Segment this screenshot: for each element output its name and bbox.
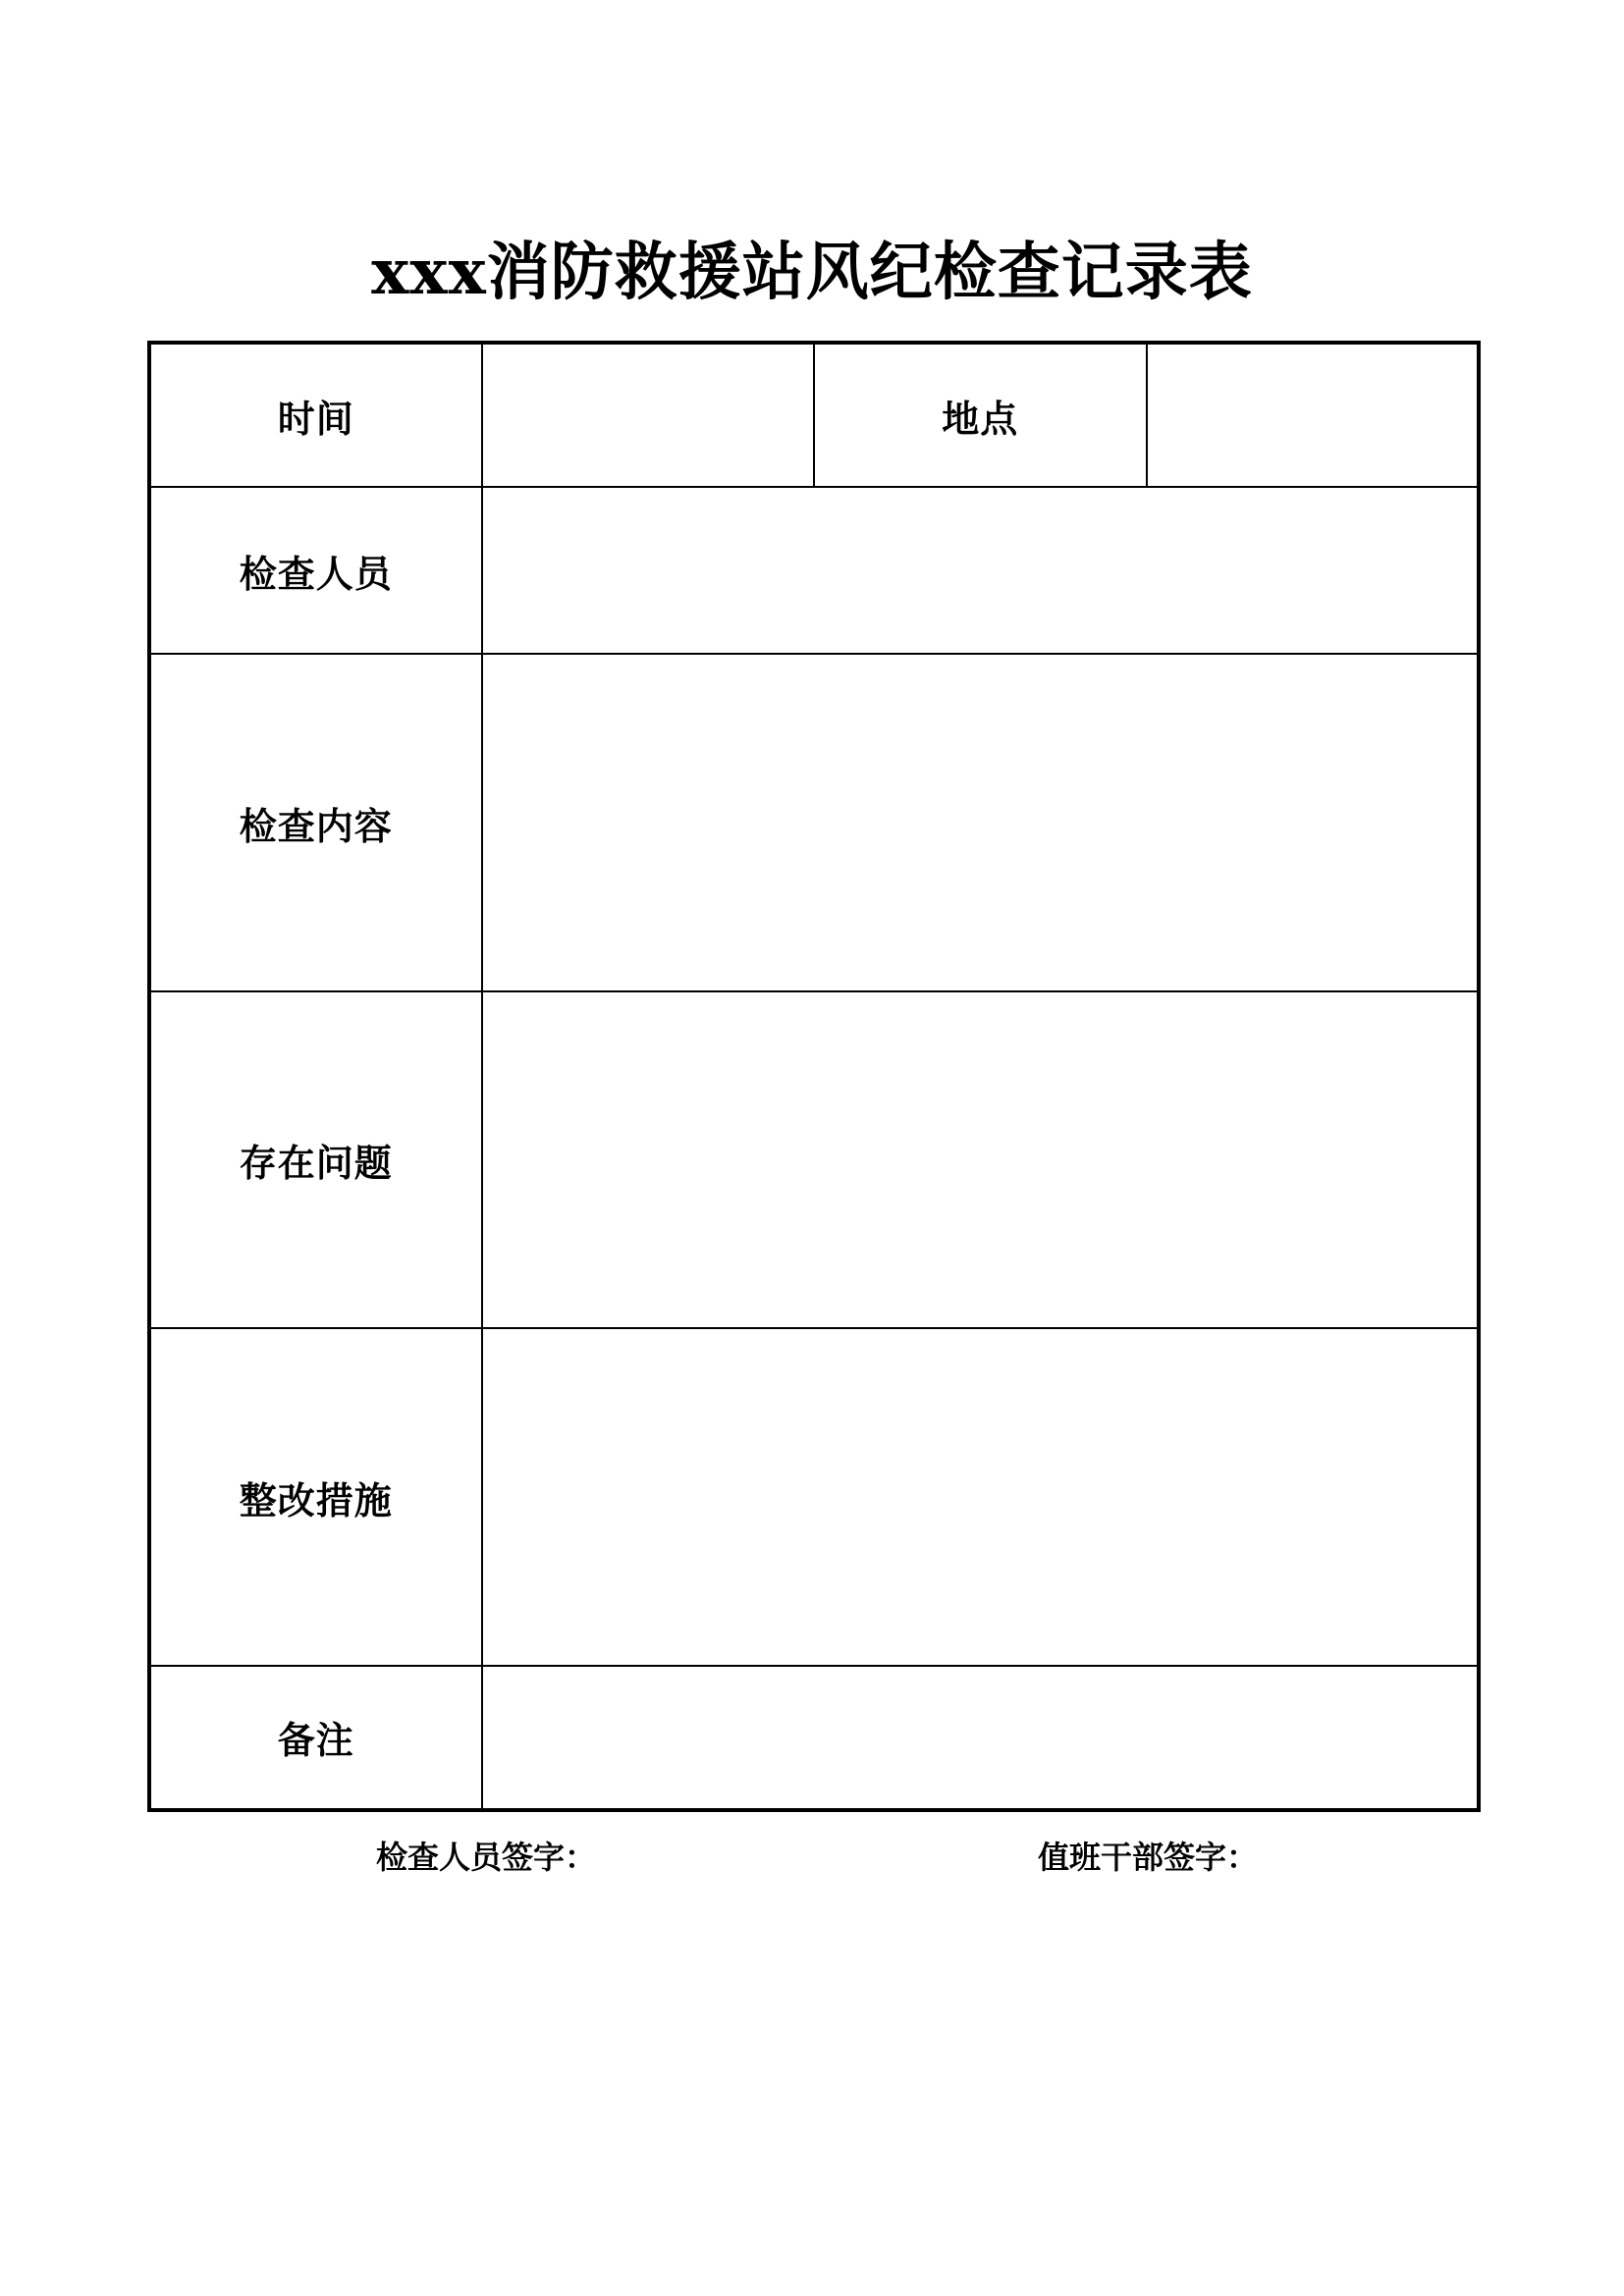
table-row-issues — [149, 991, 1479, 1328]
table-row-measures — [149, 1328, 1479, 1665]
table-row-inspectors — [149, 487, 1479, 654]
location-label: 地点 — [814, 343, 1147, 487]
page-title: xxx消防救援站风纪检查记录表 — [371, 236, 1253, 309]
measures-field[interactable] — [482, 1328, 1480, 1665]
table-row-time-location — [149, 343, 1479, 487]
remarks-field[interactable] — [482, 1666, 1480, 1810]
measures-label: 整改措施 — [149, 1328, 482, 1665]
issues-label: 存在问题 — [149, 991, 482, 1328]
inspectors-signature-label: 检查人员签字： — [376, 1839, 597, 1876]
time-field[interactable] — [482, 343, 815, 487]
inspection-record-table — [147, 341, 1481, 1812]
time-label: 时间 — [149, 343, 482, 487]
remarks-label: 备注 — [149, 1666, 482, 1810]
content-label: 检查内容 — [149, 654, 482, 990]
inspectors-label: 检查人员 — [149, 487, 482, 654]
content-field[interactable] — [482, 654, 1480, 990]
duty-officer-signature-label: 值班干部签字： — [1038, 1839, 1259, 1876]
table-row-content — [149, 654, 1479, 990]
table-row-remarks — [149, 1666, 1479, 1810]
issues-field[interactable] — [482, 991, 1480, 1328]
inspectors-field[interactable] — [482, 487, 1480, 654]
location-field[interactable] — [1147, 343, 1480, 487]
